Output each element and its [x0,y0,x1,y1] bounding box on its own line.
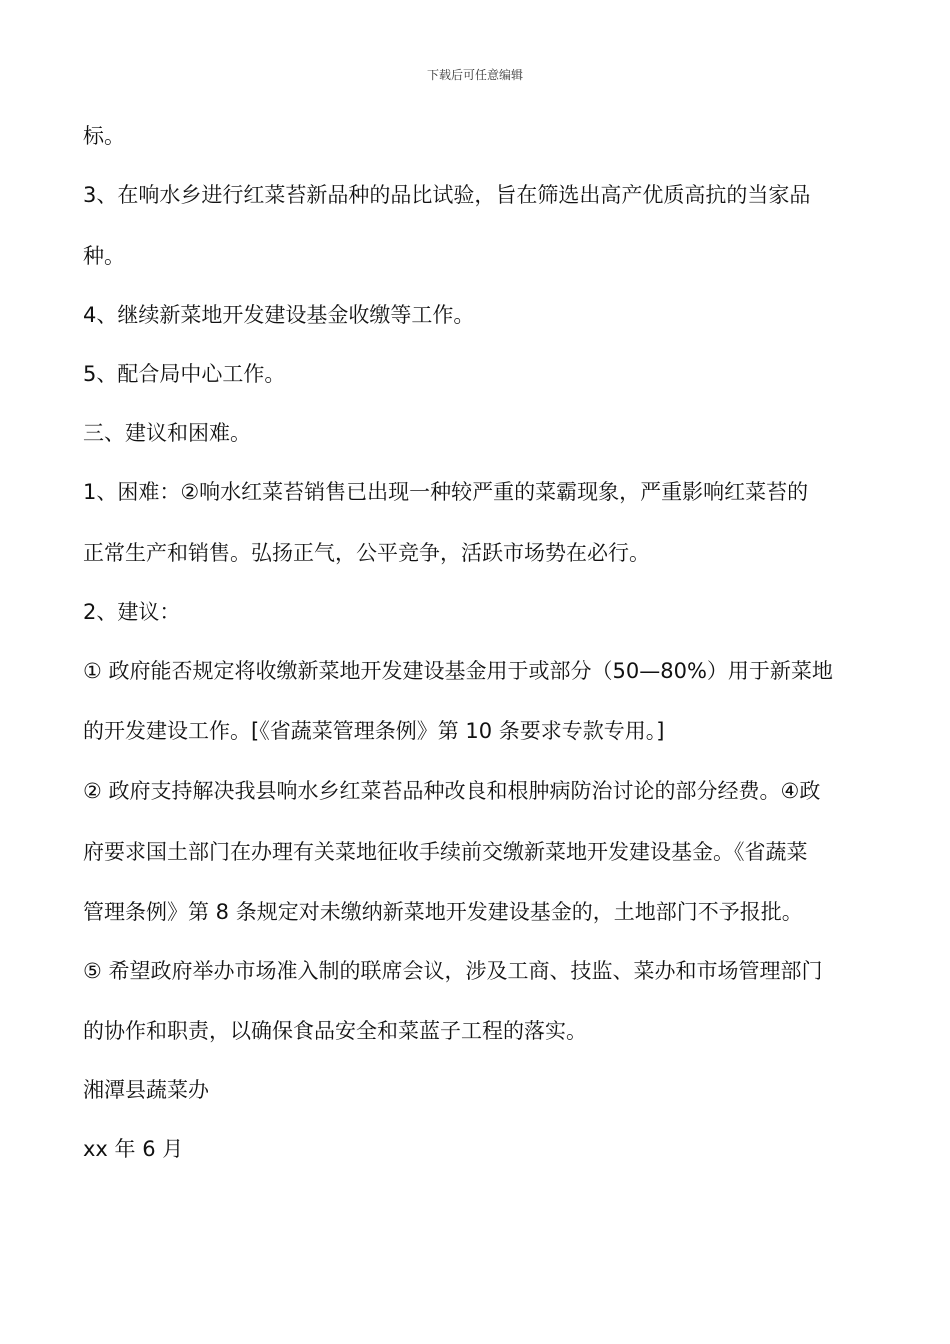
paragraph-line: ② 政府支持解决我县响水乡红菜苔品种改良和根肿病防治讨论的部分经费。④政 [83,779,821,803]
paragraph-line: 2、建议： [83,600,181,624]
signature-org: 湘潭县蔬菜办 [83,1078,209,1102]
paragraph-line: 的开发建设工作。[《省蔬菜管理条例》第 10 条要求专款专用。] [83,719,665,743]
paragraph-line: ⑤ 希望政府举办市场准入制的联席会议，涉及工商、技监、菜办和市场管理部门 [83,959,823,983]
paragraph-line: 标。 [83,124,125,148]
paragraph-line: 正常生产和销售。弘扬正气，公平竞争，活跃市场势在必行。 [83,541,650,565]
paragraph-line: 的协作和职责，以确保食品安全和菜蓝子工程的落实。 [83,1019,587,1043]
section-heading: 三、建议和困难。 [83,421,251,445]
paragraph-line: ① 政府能否规定将收缴新菜地开发建设基金用于或部分（50—80%）用于新菜地 [83,659,833,683]
paragraph-line: 管理条例》第 8 条规定对未缴纳新菜地开发建设基金的，土地部门不予报批。 [83,900,803,924]
paragraph-line: 种。 [83,244,125,268]
paragraph-line: 府要求国土部门在办理有关菜地征收手续前交缴新菜地开发建设基金。《省蔬菜 [83,840,808,864]
paragraph-line: 4、继续新菜地开发建设基金收缴等工作。 [83,303,475,327]
paragraph-line: 5、配合局中心工作。 [83,362,286,386]
signature-date: xx 年 6 月 [83,1137,184,1161]
paragraph-line: 1、困难：②响水红菜苔销售已出现一种较严重的菜霸现象，严重影响红菜苔的 [83,480,809,504]
paragraph-line: 3、在响水乡进行红菜苔新品种的品比试验，旨在筛选出高产优质高抗的当家品 [83,183,811,207]
page-header: 下载后可任意编辑 [426,68,523,82]
